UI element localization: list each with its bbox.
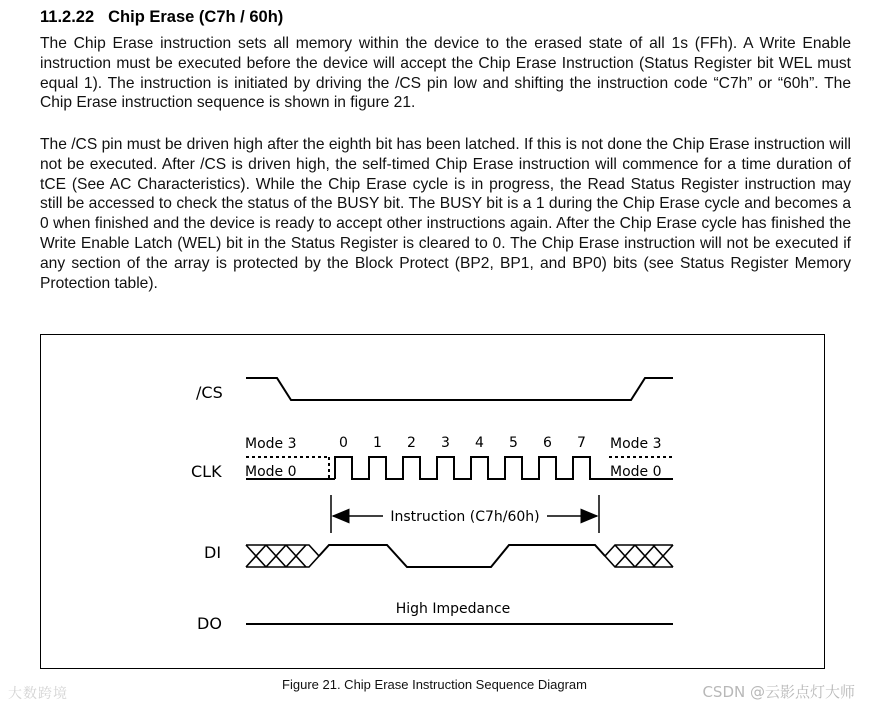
watermark-left: 大数跨境	[8, 686, 68, 702]
clock-bit-number: 0	[339, 435, 348, 451]
mode0-left-label: Mode 0	[245, 464, 297, 480]
clock-bit-number: 7	[577, 435, 586, 451]
clk-pulse-train	[335, 457, 607, 479]
instruction-label: Instruction (C7h/60h)	[390, 509, 540, 525]
timing-diagram-svg	[41, 335, 826, 670]
cs-waveform	[246, 378, 673, 400]
di-data-waveform	[319, 545, 605, 567]
di-signal-label: DI	[204, 543, 222, 562]
clock-bit-number: 5	[509, 435, 518, 451]
do-signal-label: DO	[197, 614, 222, 633]
watermark-right: CSDN @云影点灯大师	[702, 683, 855, 701]
di-dont-care-left	[246, 545, 319, 567]
mode0-right-label: Mode 0	[610, 464, 662, 480]
clock-bit-number: 2	[407, 435, 416, 451]
section-heading	[40, 8, 283, 27]
section-number: 11.2.22	[40, 8, 95, 26]
mode3-left-label: Mode 3	[245, 436, 297, 452]
cs-signal-label: /CS	[196, 383, 223, 402]
clk-signal-label: CLK	[191, 462, 222, 481]
figure-caption: Figure 21. Chip Erase Instruction Sequence Diagram	[282, 677, 587, 692]
paragraph-intro: The Chip Erase instruction sets all memory within the device to the erased state of all 1s (FFh). A Write Enable instruction must be executed before the device will accept the Chip Erase Instruction (Status Register bit WEL must equal 1). The instruction is initiated by driving the /CS pin low and shifting the instruction code “C7h” or “60h”. The Chip Erase instruction sequence is shown in figure 21.	[40, 35, 851, 112]
high-impedance-label: High Impedance	[395, 601, 511, 617]
clock-bit-number: 3	[441, 435, 450, 451]
clock-bit-number: 4	[475, 435, 484, 451]
paragraph-details: The /CS pin must be driven high after the eighth bit has been latched. If this is not done the Chip Erase instruction will not be executed. After /CS is driven high, the self-timed Chip Erase instruction will commence for a time duration of tCE (See AC Characteristics). While the Chip Erase cycle is in progress, the Read Status Register instruction may still be accessed to check the status of the BUSY bit. The BUSY bit is a 1 during the Chip Erase cycle and becomes a 0 when finished and the device is ready to accept other instructions again. After the Chip Erase cycle has finished the Write Enable Latch (WEL) bit in the Status Register is cleared to 0. The Chip Erase instruction will not be executed if any section of the array is protected by the Block Protect (BP2, BP1, and BP0) bits (see Status Register Memory Protection table).	[40, 136, 851, 292]
timing-diagram	[40, 334, 825, 669]
clock-bit-number: 6	[543, 435, 552, 451]
section-title: Chip Erase (C7h / 60h)	[108, 8, 284, 26]
mode3-right-label: Mode 3	[610, 436, 662, 452]
clock-bit-number: 1	[373, 435, 382, 451]
clock-bit-numbers	[339, 435, 586, 451]
di-dont-care-right	[605, 545, 673, 567]
